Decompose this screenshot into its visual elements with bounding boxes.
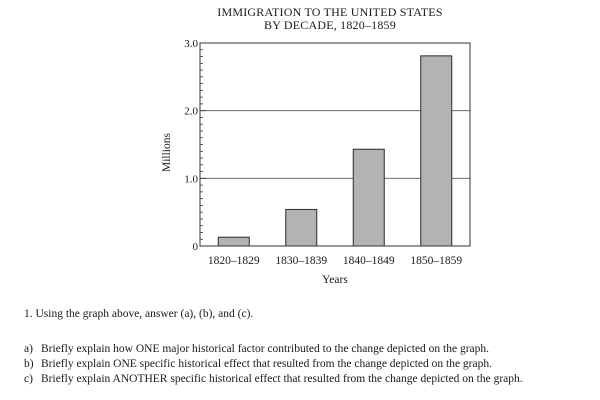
bar xyxy=(286,209,317,246)
part-letter: c) xyxy=(24,373,33,385)
y-tick-label: 1.0 xyxy=(184,173,198,186)
bar xyxy=(421,56,452,246)
bars xyxy=(218,56,452,246)
bar xyxy=(353,149,384,246)
y-tick-label: 2.0 xyxy=(184,105,198,118)
part-text: Briefly explain ANOTHER specific historical effect that resulted from the change depicted on the graph. xyxy=(41,373,523,385)
part-letter: a) xyxy=(24,343,33,355)
question-part-a xyxy=(24,342,523,357)
x-tick-label: 1850–1859 xyxy=(410,255,463,267)
chart-title-line-2: BY DECADE, 1820–1859 xyxy=(264,18,396,32)
y-axis-label: Millions xyxy=(161,133,173,172)
chart-title-line-1: IMMIGRATION TO THE UNITED STATES xyxy=(217,5,443,19)
question-part-c xyxy=(24,372,523,387)
x-axis-label: Years xyxy=(322,274,348,286)
x-tick-label: 1840–1849 xyxy=(342,255,395,267)
question-prompt: 1. Using the graph above, answer (a), (b), and (c). xyxy=(24,308,254,320)
part-text: Briefly explain ONE specific historical effect that resulted from the change depicted on the graph. xyxy=(41,358,492,370)
y-tick-labels xyxy=(184,38,198,253)
x-tick-label: 1830–1839 xyxy=(275,255,328,267)
x-tick-label: 1820–1829 xyxy=(207,255,260,267)
x-tick-labels xyxy=(208,255,463,267)
minor-ticks xyxy=(200,43,206,246)
part-letter: b) xyxy=(24,358,34,370)
part-text: Briefly explain how ONE major historical factor contributed to the change depicted on the graph. xyxy=(41,343,490,355)
y-tick-label: 0 xyxy=(192,241,198,253)
bar xyxy=(218,237,249,246)
question-part-b xyxy=(24,357,523,372)
question-parts xyxy=(24,342,523,387)
y-tick-label: 3.0 xyxy=(184,38,198,50)
